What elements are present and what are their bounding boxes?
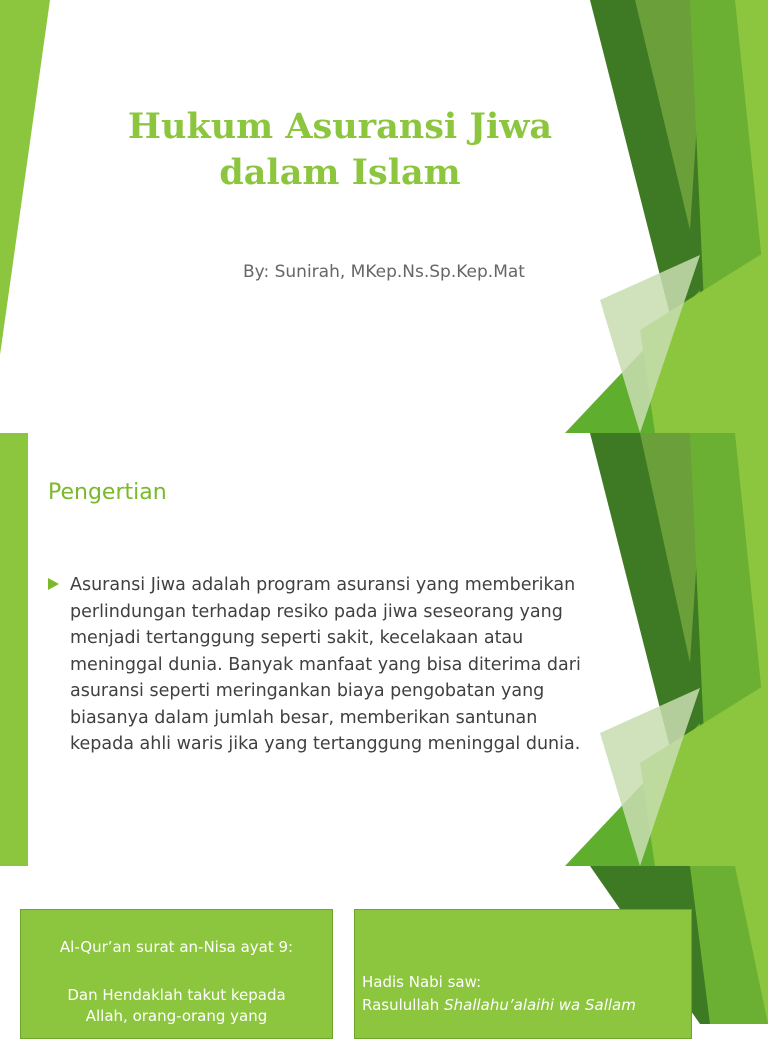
bullet-text: Asuransi Jiwa adalah program asuransi yang memberikan perlindungan terhadap resiko pada jiwa seseorang yang menjadi tertanggung seperti sakit, kecelakaan atau meninggal dunia. Banyak manfaat yang bisa diterima dari asuransi seperti meringankan biaya pengobatan yang biasanya dalam jumlah besar, memberikan santunan kepada ahli waris jika yang tertanggung meninggal dunia. [70,575,581,754]
left-strip [0,433,28,866]
title-line-2: dalam Islam [219,152,461,193]
hadith-box [354,909,692,1039]
quran-line-2: Allah, orang-orang yang [85,1007,268,1025]
slide-title [60,104,620,196]
slide-decoration [0,0,768,433]
hadith-heading: Hadis Nabi saw: [362,973,482,991]
title-slide [0,0,768,433]
quran-box [20,909,333,1039]
hadith-line-2 [362,996,636,1014]
triangle-bullet-icon [48,578,59,590]
quran-heading: Al-Qur’an surat an-Nisa ayat 9: [59,938,294,956]
author-subtitle: By: Sunirah, MKep.Ns.Sp.Kep.Mat [243,262,525,282]
section-heading: Pengertian [48,480,167,505]
title-line-1: Hukum Asuransi Jiwa [127,106,553,147]
quran-line-1: Dan Hendaklah takut kepada [67,986,286,1004]
hadith-italic: Shallahu’alaihi wa Sallam [444,996,636,1014]
hadith-prefix: Rasulullah [362,996,445,1014]
bullet-item [48,572,583,758]
left-triangle [0,0,50,355]
